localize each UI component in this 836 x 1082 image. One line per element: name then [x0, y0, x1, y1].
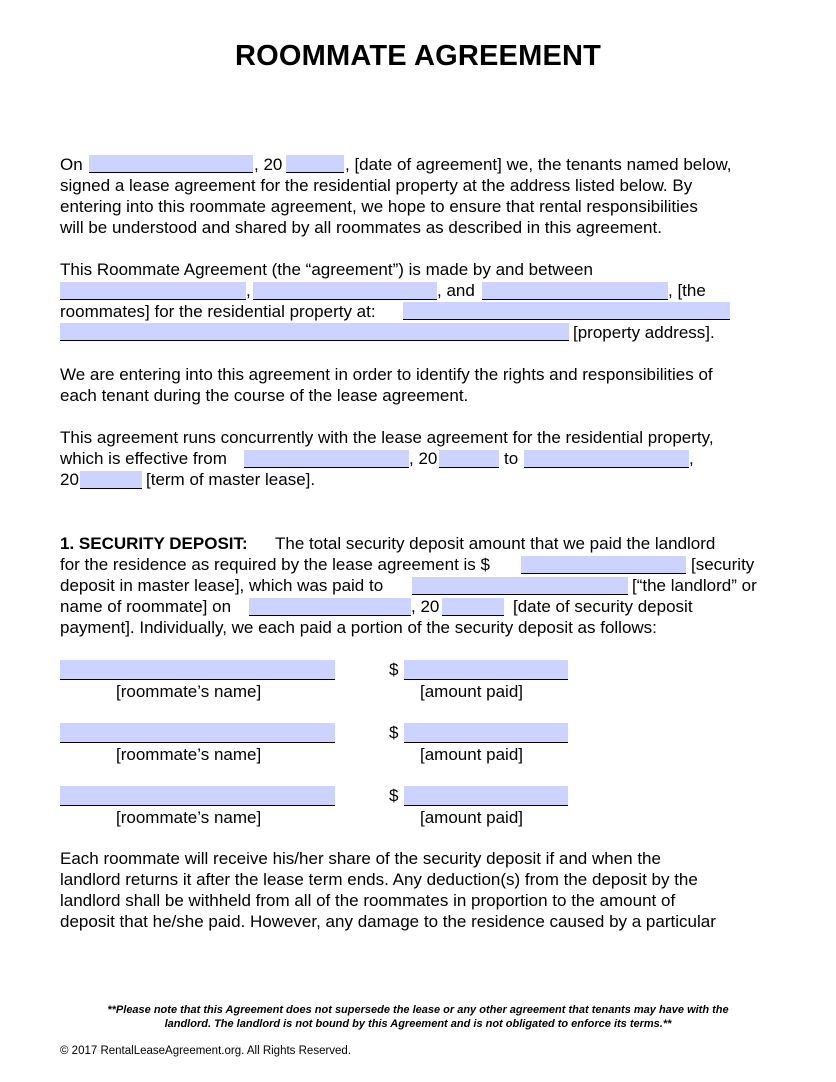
security-deposit-amount-field[interactable] — [521, 556, 686, 574]
amount-paid-row2-label: [amount paid] — [420, 745, 524, 764]
copyright: © 2017 RentalLeaseAgreement.org. All Rights Reserved. — [60, 1045, 352, 1057]
agreement-year-field[interactable] — [286, 155, 344, 173]
lease-end-date-field[interactable] — [524, 450, 689, 468]
lease-start-year-field[interactable] — [439, 450, 499, 468]
property-address-field-2[interactable] — [60, 323, 569, 341]
deposit-return-line2: landlord returns it after the lease term ends. Any deduction(s) from the deposit by the — [60, 870, 698, 889]
term-master-lease-label: [term of master lease]. — [146, 470, 316, 489]
parties-comma: , — [246, 281, 251, 300]
roommate-name-field-3[interactable] — [482, 282, 668, 300]
intro-year-prefix: , 20 — [254, 155, 283, 174]
lease-end-year-field[interactable] — [80, 471, 142, 489]
section1-date-label: [date of security deposit — [513, 597, 693, 616]
roommate-name-field-1[interactable] — [60, 282, 246, 300]
footnote — [60, 1003, 776, 1031]
parties-line1: This Roommate Agreement (the “agreement”) is made by and between — [60, 260, 593, 279]
deposit-return-line3: landlord shall be withheld from all of the roommates in proportion to the amount of — [60, 891, 676, 910]
section1-security-label: [security — [691, 555, 755, 574]
term-year-label: 20 — [60, 470, 79, 489]
roommate-name-row3-label: [roommate’s name] — [116, 808, 262, 827]
amount-paid-row1-field[interactable] — [404, 660, 568, 680]
property-address-label: [property address]. — [573, 323, 715, 342]
section1-line4: name of roommate] on — [60, 597, 232, 616]
intro-line1-rest: , [date of agreement] we, the tenants named below, — [345, 155, 732, 174]
roommate-name-row2-field[interactable] — [60, 723, 335, 743]
deposit-payment-year-field[interactable] — [442, 598, 504, 616]
purpose-line1: We are entering into this agreement in order to identify the rights and responsibilities of — [60, 365, 713, 384]
dollar-sign-row2: $ — [389, 723, 399, 742]
term-comma: , — [689, 449, 694, 468]
roommate-name-row2-label: [roommate’s name] — [116, 745, 262, 764]
dollar-sign-row1: $ — [389, 660, 399, 679]
term-line1: This agreement runs concurrently with the lease agreement for the residential property, — [60, 428, 714, 447]
section1-line5: payment]. Individually, we each paid a portion of the security deposit as follows: — [60, 618, 657, 637]
section1-landlord-label: [“the landlord” or — [632, 576, 757, 595]
lease-start-date-field[interactable] — [244, 450, 409, 468]
amount-paid-row2-field[interactable] — [404, 723, 568, 743]
amount-paid-row3-field[interactable] — [404, 786, 568, 806]
parties-the: , [the — [668, 281, 706, 300]
section1-line3: deposit in master lease], which was paid to — [60, 576, 384, 595]
property-address-field-1[interactable] — [403, 302, 730, 320]
purpose-line2: each tenant during the course of the lease agreement. — [60, 386, 469, 405]
roommate-name-row1-label: [roommate’s name] — [116, 682, 262, 701]
intro-line2: signed a lease agreement for the residential property at the address listed below. By — [60, 176, 693, 195]
amount-paid-row1-label: [amount paid] — [420, 682, 524, 701]
roommate-name-field-2[interactable] — [253, 282, 437, 300]
intro-line3: entering into this roommate agreement, we hope to ensure that rental responsibilities — [60, 197, 698, 216]
parties-and: , and — [437, 281, 475, 300]
dollar-sign-row3: $ — [389, 786, 399, 805]
deposit-return-line4: deposit that he/she paid. However, any damage to the residence caused by a particular — [60, 912, 716, 931]
intro-on-text: On — [60, 155, 83, 174]
term-effective-text: which is effective from — [60, 449, 227, 468]
section1-line2: for the residence as required by the lease agreement is $ — [60, 555, 490, 574]
roommate-name-row3-field[interactable] — [60, 786, 335, 806]
document-title: ROOMMATE AGREEMENT — [234, 40, 602, 72]
roommate-name-row1-field[interactable] — [60, 660, 335, 680]
deposit-paid-to-field[interactable] — [412, 577, 628, 595]
deposit-payment-date-field[interactable] — [249, 598, 411, 616]
section1-year-prefix: , 20 — [411, 597, 440, 616]
parties-line3: roommates] for the residential property at: — [60, 302, 376, 321]
footnote-line1: **Please note that this Agreement does not supersede the lease or any other agreement that tenants may have with the — [107, 1004, 729, 1016]
deposit-return-line1: Each roommate will receive his/her share of the security deposit if and when the — [60, 849, 661, 868]
intro-line4: will be understood and shared by all roommates as described in this agreement. — [60, 218, 662, 237]
term-year-prefix: , 20 — [409, 449, 438, 468]
section1-heading: 1. SECURITY DEPOSIT: — [60, 534, 248, 553]
footnote-line2: landlord. The landlord is not bound by this Agreement and is not obligated to enforce its terms.** — [164, 1018, 672, 1030]
amount-paid-row3-label: [amount paid] — [420, 808, 524, 827]
section1-line1: The total security deposit amount that we paid the landlord — [275, 534, 716, 553]
term-to-text: to — [504, 449, 519, 468]
agreement-date-field[interactable] — [89, 155, 253, 173]
